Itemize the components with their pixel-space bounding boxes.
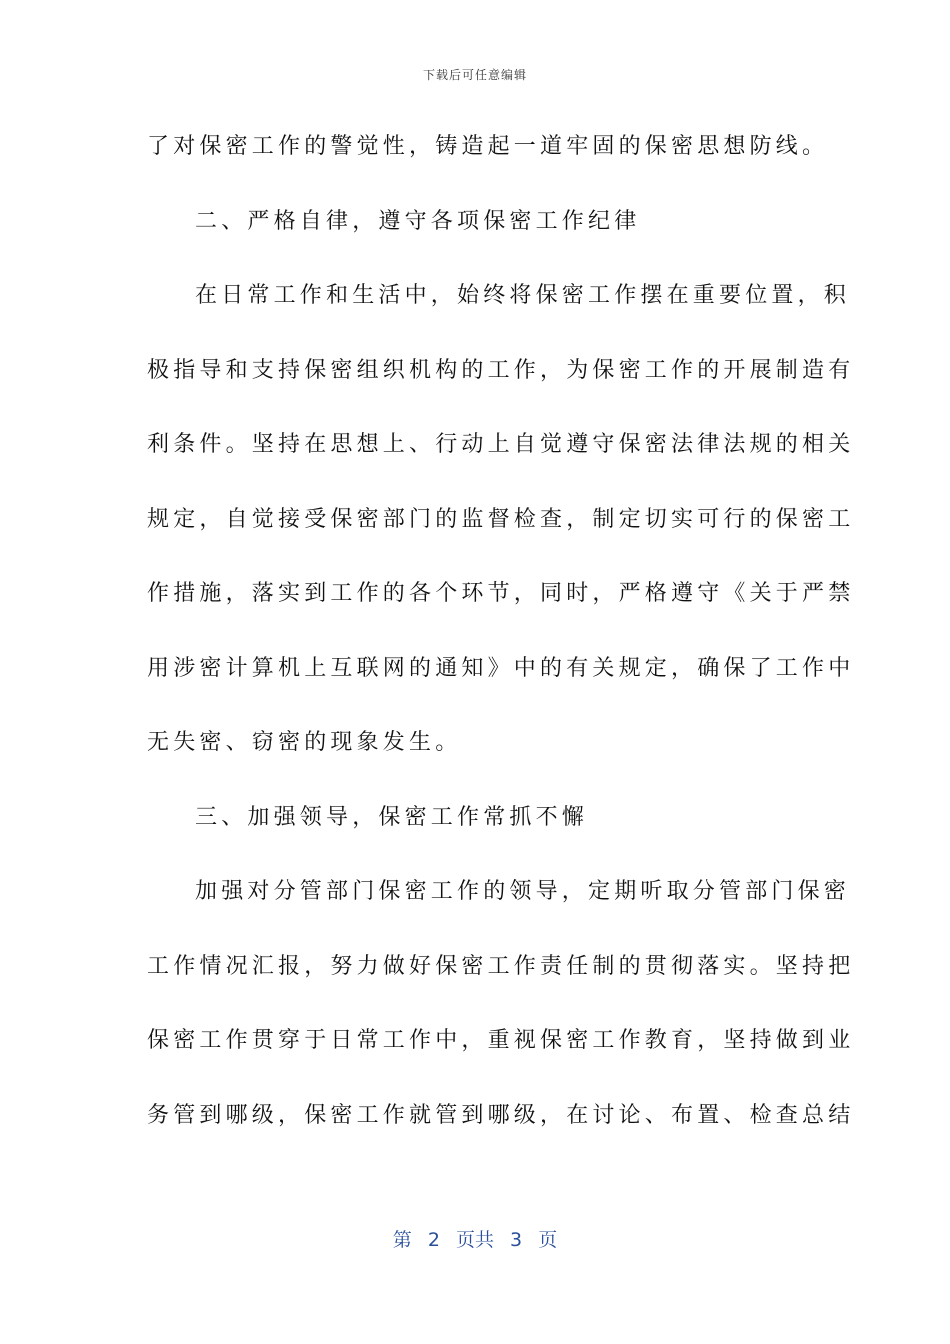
text-line: 极指导和支持保密组织机构的工作，为保密工作的开展制造有 <box>147 357 855 383</box>
text-line: 加强对分管部门保密工作的领导，定期听取分管部门保密 <box>195 879 851 904</box>
document-body <box>147 128 855 1171</box>
text-line: 务管到哪级，保密工作就管到哪级，在讨论、布置、检查总结 <box>147 1102 855 1128</box>
footer-current-page: 2 <box>427 1229 440 1251</box>
text-line: 在日常工作和生活中，始终将保密工作摆在重要位置，积 <box>195 283 851 308</box>
text-line: 无失密、窃密的现象发生。 <box>147 730 462 755</box>
page-header: 下载后可任意编辑 <box>422 68 527 82</box>
text-line: 二、严格自律，遵守各项保密工作纪律 <box>195 208 641 234</box>
footer-middle: 页共 <box>455 1229 494 1251</box>
footer-suffix: 页 <box>538 1229 558 1251</box>
page-footer <box>0 1225 950 1252</box>
text-line: 作措施，落实到工作的各个环节，同时，严格遵守《关于严禁 <box>147 581 855 606</box>
text-line: 三、加强领导，保密工作常抓不懈 <box>195 804 589 830</box>
text-line: 规定，自觉接受保密部门的监督检查，制定切实可行的保密工 <box>147 506 855 532</box>
text-line: 用涉密计算机上互联网的通知》中的有关规定，确保了工作中 <box>147 655 855 681</box>
footer-total-pages: 3 <box>510 1229 523 1251</box>
footer-prefix: 第 <box>392 1229 412 1251</box>
text-line: 了对保密工作的警觉性，铸造起一道牢固的保密思想防线。 <box>147 134 829 159</box>
text-line: 利条件。坚持在思想上、行动上自觉遵守保密法律法规的相关 <box>147 432 855 457</box>
text-line: 保密工作贯穿于日常工作中，重视保密工作教育，坚持做到业 <box>147 1028 855 1053</box>
text-line: 工作情况汇报，努力做好保密工作责任制的贯彻落实。坚持把 <box>147 953 855 979</box>
